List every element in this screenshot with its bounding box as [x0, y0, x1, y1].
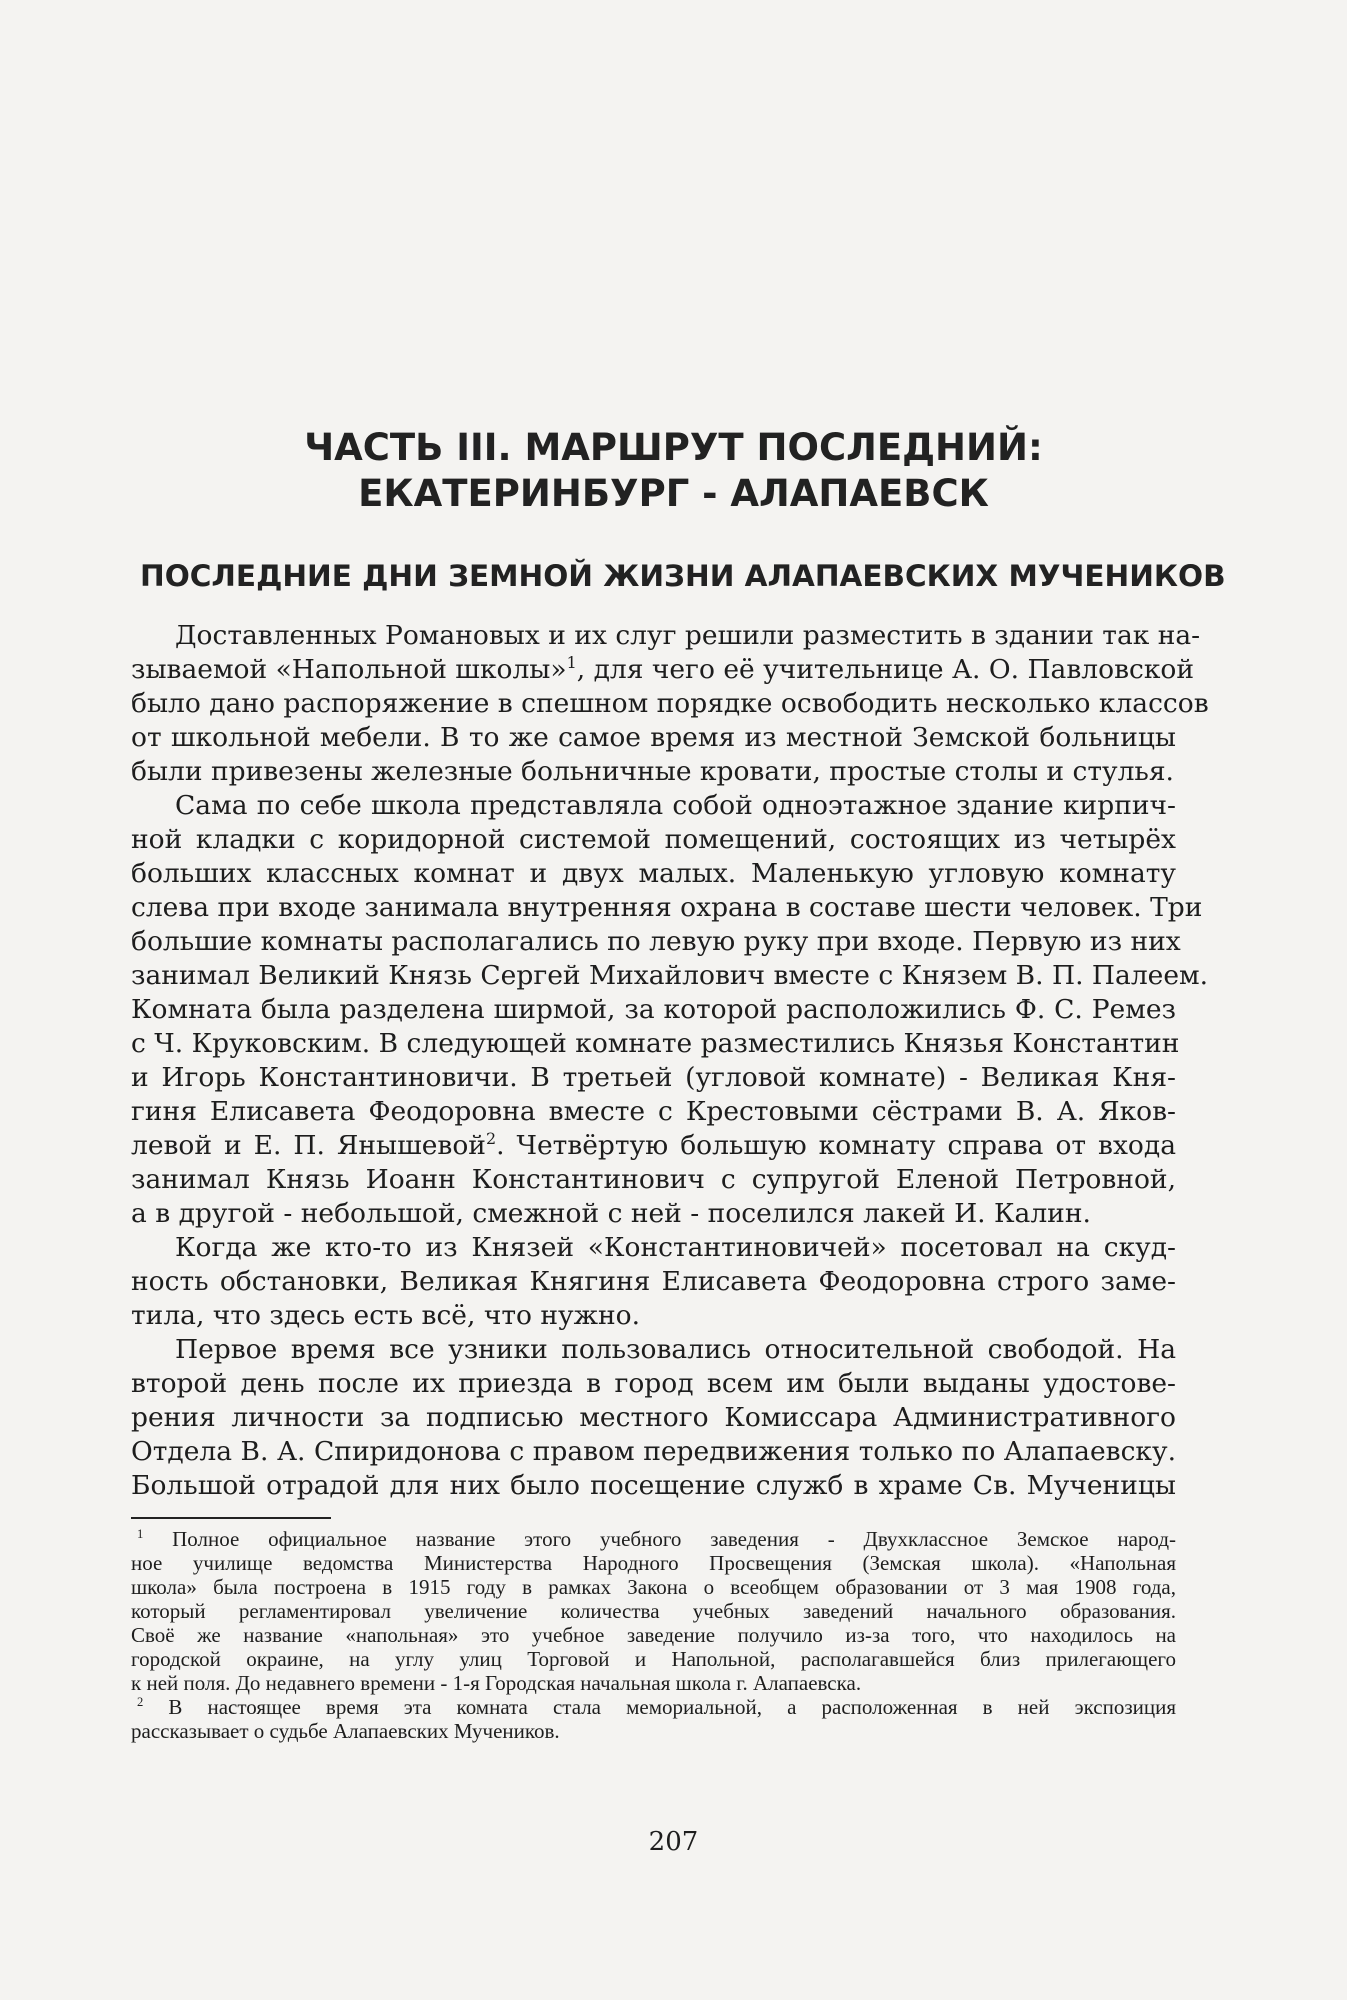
text-line: Сама по себе школа представляла собой одноэтажное здание кирпич-	[175, 790, 1176, 821]
text-line: гиня Елисавета Феодоровна вместе с Крестовыми сёстрами В. А. Яков-	[131, 1096, 1176, 1127]
footnote-line: Своё же название «напольная» это учебное заведение получило из-за того, что находилось на	[131, 1623, 1176, 1647]
text-fragment: зываемой «Напольной школы»	[131, 654, 567, 685]
text-fragment: , для чего её учительнице А. О. Павловской	[576, 654, 1195, 685]
part-title-line-2: ЕКАТЕРИНБУРГ - АЛАПАЕВСК	[358, 472, 989, 515]
text-fragment: В настоящее время эта комната стала мемориальной, а расположенная в ней экспозиция	[168, 1695, 1176, 1719]
footnote-separator	[131, 1517, 331, 1519]
text-line: Комната была разделена ширмой, за которой расположились Ф. С. Ремез	[131, 994, 1176, 1025]
footnote-line: к ней поля. До недавнего времени - 1-я Городская начальная школа г. Алапаевска.	[131, 1671, 862, 1695]
text-line	[131, 1129, 1176, 1163]
text-line: от школьной мебели. В то же самое время из местной Земской больницы	[131, 722, 1176, 753]
text-line: второй день после их приезда в город всем им были выданы удостове-	[131, 1368, 1176, 1399]
text-line: тила, что здесь есть всё, что нужно.	[131, 1300, 641, 1331]
footnote-line	[131, 1527, 1176, 1551]
text-line: занимал Великий Князь Сергей Михайлович вместе с Князем В. П. Палеем.	[131, 960, 1209, 991]
part-title-line-1: ЧАСТЬ III. МАРШРУТ ПОСЛЕДНИЙ:	[304, 426, 1043, 469]
text-line: были привезены железные больничные кровати, простые столы и стулья.	[131, 756, 1174, 787]
text-line: а в другой - небольшой, смежной с ней - поселился лакей И. Калин.	[131, 1198, 1091, 1229]
text-line: рения личности за подписью местного Комиссара Административного	[131, 1402, 1176, 1433]
text-line: большие комнаты располагались по левую руку при входе. Первую из них	[131, 926, 1181, 957]
text-line: и Игорь Константиновичи. В третьей (угловой комнате) - Великая Кня-	[131, 1062, 1176, 1093]
text-line: было дано распоряжение в спешном порядке освободить несколько классов	[131, 688, 1209, 719]
footnote-line	[131, 1695, 1176, 1719]
footnote-marker: 1	[137, 1527, 144, 1541]
text-line: Первое время все узники пользовались относительной свободой. На	[175, 1334, 1176, 1365]
footnote-line: ное училище ведомства Министерства Народного Просвещения (Земская школа). «Напольная	[131, 1551, 1176, 1575]
footnotes	[131, 1527, 1176, 1743]
text-line: ной кладки с коридорной системой помещений, состоящих из четырёх	[131, 824, 1176, 855]
text-line: занимал Князь Иоанн Константинович с супругой Еленой Петровной,	[131, 1164, 1176, 1195]
footnote-ref[interactable]: 1	[566, 653, 577, 673]
text-fragment: Полное официальное название этого учебного заведения - Двухклассное Земское народ-	[172, 1527, 1176, 1551]
text-line: Большой отрадой для них было посещение служб в храме Св. Мученицы	[131, 1470, 1176, 1501]
page-number: 207	[648, 1827, 699, 1857]
chapter-title: ПОСЛЕДНИЕ ДНИ ЗЕМНОЙ ЖИЗНИ АЛАПАЕВСКИХ МУЧЕНИКОВ	[140, 559, 1226, 593]
text-fragment: . Четвёртую большую комнату справа от входа	[496, 1130, 1176, 1161]
text-line: Доставленных Романовых и их слуг решили разместить в здании так на-	[175, 620, 1201, 651]
footnote-marker: 2	[137, 1695, 144, 1709]
text-line: Отдела В. А. Спиридонова с правом передвижения только по Алапаевску.	[131, 1436, 1176, 1467]
text-line: с Ч. Круковским. В следующей комнате разместились Князья Константин	[131, 1028, 1180, 1059]
body-text	[131, 619, 1209, 1503]
footnote-line: который регламентировал увеличение количества учебных заведений начального образования.	[131, 1599, 1176, 1623]
footnote-ref[interactable]: 2	[485, 1129, 497, 1149]
footnote-line: школа» была построена в 1915 году в рамках Закона о всеобщем образовании от 3 мая 1908 года,	[131, 1575, 1176, 1599]
part-title	[0, 425, 1347, 517]
text-fragment: левой и Е. П. Янышевой	[131, 1130, 486, 1161]
footnote-line: рассказывает о судьбе Алапаевских Мучеников.	[131, 1719, 560, 1743]
text-line: больших классных комнат и двух малых. Маленькую угловую комнату	[131, 858, 1176, 889]
text-line: Когда же кто-то из Князей «Константиновичей» посетовал на скуд-	[175, 1232, 1176, 1263]
text-line	[131, 653, 1195, 687]
text-line: слева при входе занимала внутренняя охрана в составе шести человек. Три	[131, 892, 1203, 923]
text-line: ность обстановки, Великая Княгиня Елисавета Феодоровна строго заме-	[131, 1266, 1176, 1297]
footnote-line: городской окраине, на углу улиц Торговой и Напольной, располагавшейся близ прилегающего	[131, 1647, 1176, 1671]
